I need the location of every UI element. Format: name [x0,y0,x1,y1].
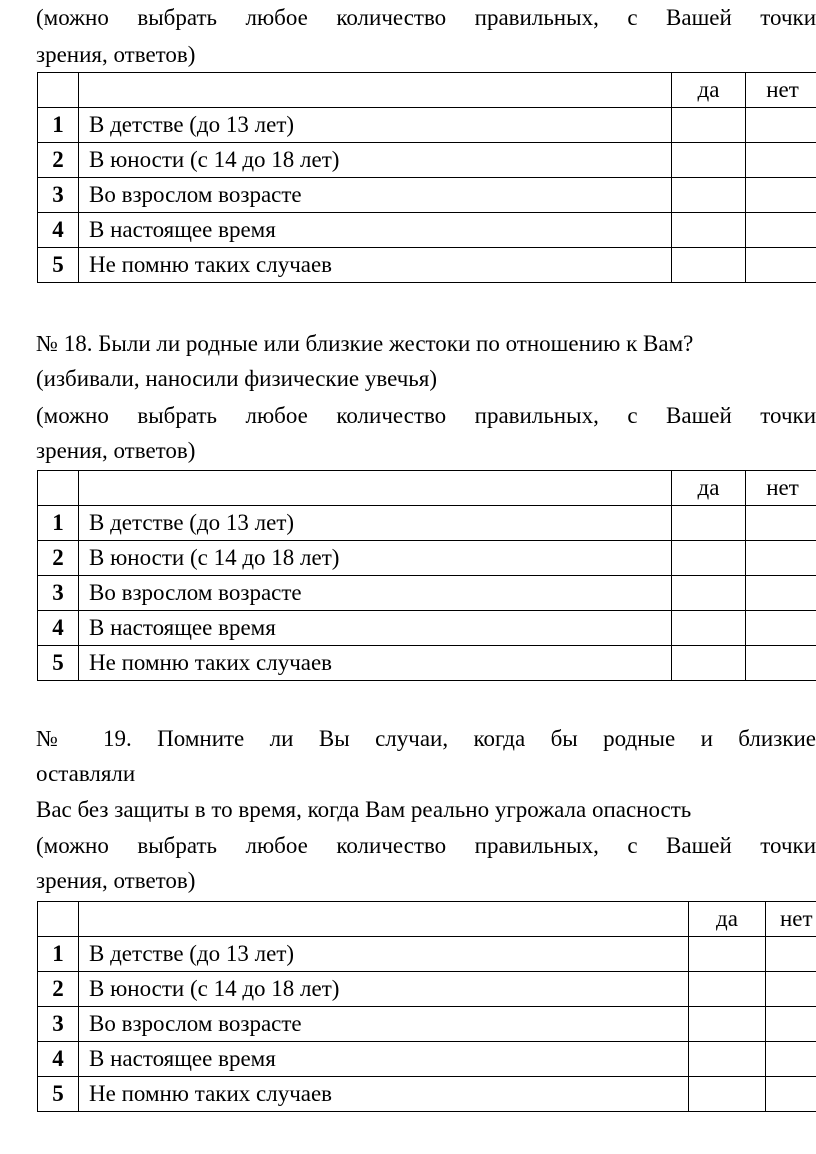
yes-cell[interactable] [689,1077,766,1112]
header-label-cell [79,73,672,108]
yes-cell[interactable] [672,541,746,576]
row-label: В детстве (до 13 лет) [79,937,689,972]
row-label: Не помню таких случаев [79,1077,689,1112]
row-label: Не помню таких случаев [79,646,672,681]
table-row [38,611,816,646]
table-header-row [38,902,816,937]
no-cell[interactable] [746,108,816,143]
table-row [38,506,816,541]
table-row [38,1077,816,1112]
row-number: 2 [38,972,79,1007]
question-18-title: № 18. Были ли родные или близкие жестоки по отношению к Вам? [36,331,694,356]
row-number: 2 [38,541,79,576]
table-row [38,108,816,143]
row-number: 2 [38,143,79,178]
table-header-row [38,471,816,506]
yes-cell[interactable] [672,506,746,541]
answer-table [37,470,816,681]
row-label: В настоящее время [79,611,672,646]
yes-cell[interactable] [689,1007,766,1042]
question-18-subtitle: (избивали, наносили физические увечья) [36,366,438,391]
yes-cell[interactable] [672,143,746,178]
table-row [38,213,816,248]
row-label: Во взрослом возрасте [79,1007,689,1042]
yes-cell[interactable] [672,611,746,646]
yes-cell[interactable] [672,178,746,213]
table-row [38,143,816,178]
table-row [38,937,816,972]
yes-cell[interactable] [672,646,746,681]
question-19-title-cont: Вас без защиты в то время, когда Вам реально угрожала опасность [36,797,692,822]
row-label: В настоящее время [79,213,672,248]
row-label: В настоящее время [79,1042,689,1077]
row-number: 5 [38,1077,79,1112]
table-row [38,541,816,576]
no-cell[interactable] [766,937,816,972]
table-row [38,248,816,283]
no-cell[interactable] [746,611,816,646]
yes-cell[interactable] [672,108,746,143]
header-num-cell [38,73,79,108]
row-label: Во взрослом возрасте [79,178,672,213]
instruction-line: зрения, ответов) [36,438,196,463]
header-no: нет [766,902,816,937]
row-label: В детстве (до 13 лет) [79,108,672,143]
no-cell[interactable] [766,1077,816,1112]
header-no: нет [746,73,816,108]
header-num-cell [38,471,79,506]
row-label: Не помню таких случаев [79,248,672,283]
row-number: 3 [38,1007,79,1042]
yes-cell[interactable] [689,937,766,972]
row-number: 3 [38,178,79,213]
header-no: нет [746,471,816,506]
row-number: 1 [38,937,79,972]
row-number: 3 [38,576,79,611]
instruction-line: (можно выбрать любое количество правильных, с Вашей точки [36,403,816,428]
question-19-title: № 19. Помните ли Вы случаи, когда бы родные и близкие [36,726,816,751]
no-cell[interactable] [746,248,816,283]
yes-cell[interactable] [672,576,746,611]
answer-table [37,901,816,1112]
table-row [38,576,816,611]
no-cell[interactable] [746,541,816,576]
no-cell[interactable] [746,178,816,213]
no-cell[interactable] [766,972,816,1007]
table-row [38,178,816,213]
table-header-row [38,73,816,108]
table-row [38,972,816,1007]
instruction-line: зрения, ответов) [36,42,196,67]
instruction-line: (можно выбрать любое количество правильных, с Вашей точки [36,5,816,30]
table-row [38,646,816,681]
row-label: Во взрослом возрасте [79,576,672,611]
no-cell[interactable] [746,213,816,248]
header-label-cell [79,471,672,506]
row-number: 4 [38,1042,79,1077]
row-number: 4 [38,611,79,646]
header-num-cell [38,902,79,937]
row-number: 4 [38,213,79,248]
row-number: 5 [38,646,79,681]
row-label: В юности (с 14 до 18 лет) [79,972,689,1007]
row-label: В юности (с 14 до 18 лет) [79,143,672,178]
no-cell[interactable] [766,1007,816,1042]
row-label: В юности (с 14 до 18 лет) [79,541,672,576]
no-cell[interactable] [746,576,816,611]
yes-cell[interactable] [689,972,766,1007]
instruction-line: зрения, ответов) [36,868,196,893]
header-yes: да [672,471,746,506]
answer-table [37,72,816,283]
header-yes: да [689,902,766,937]
header-yes: да [672,73,746,108]
row-label: В детстве (до 13 лет) [79,506,672,541]
no-cell[interactable] [746,506,816,541]
row-number: 1 [38,506,79,541]
no-cell[interactable] [746,646,816,681]
table-row [38,1007,816,1042]
question-19-title-cont: оставляли [36,761,136,786]
yes-cell[interactable] [689,1042,766,1077]
instruction-line: (можно выбрать любое количество правильных, с Вашей точки [36,833,816,858]
row-number: 5 [38,248,79,283]
no-cell[interactable] [766,1042,816,1077]
header-label-cell [79,902,689,937]
yes-cell[interactable] [672,248,746,283]
table-row [38,1042,816,1077]
row-number: 1 [38,108,79,143]
no-cell[interactable] [746,143,816,178]
yes-cell[interactable] [672,213,746,248]
